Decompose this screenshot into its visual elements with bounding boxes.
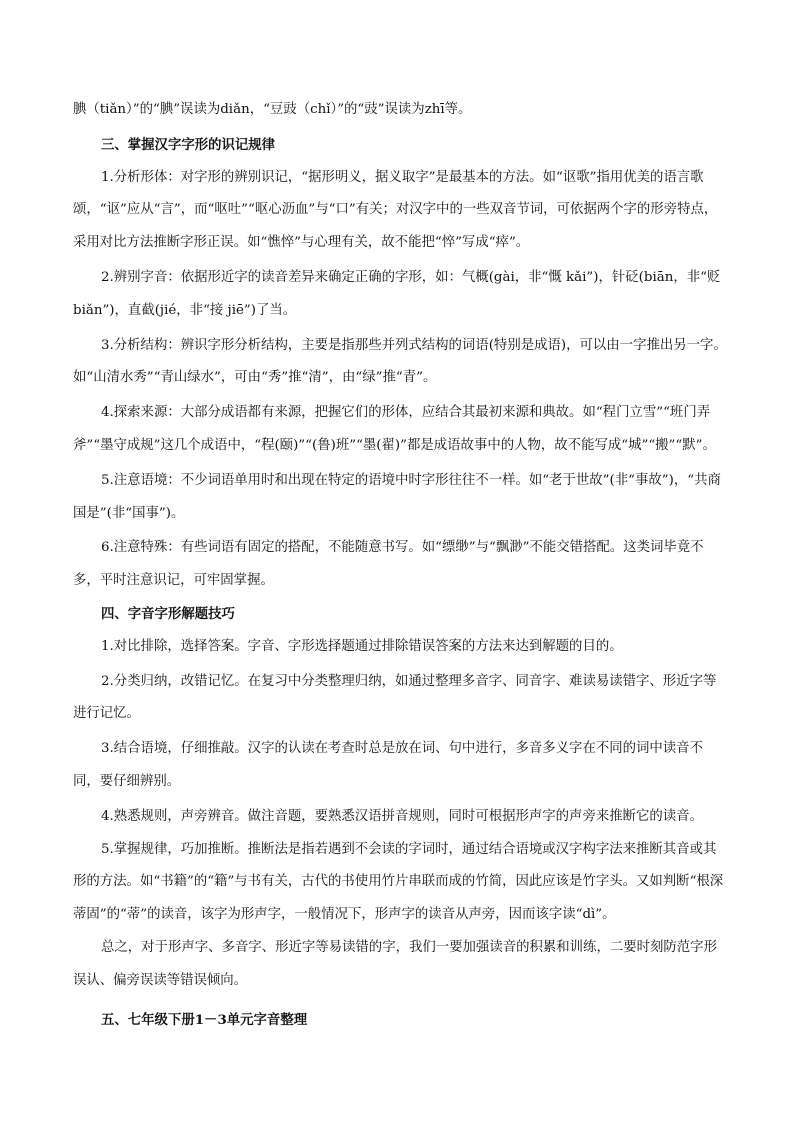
paragraph-analyze-structure: 3.分析结构：辨识字形分析结构，主要是指那些并列式结构的词语(特别是成语)，可以由一字推出另一字。如“山清水秀”“青山绿水”，可由“秀”推“清”，由“绿”推“青”。 <box>73 337 727 386</box>
document-body <box>73 94 727 1036</box>
paragraph-distinguish-sound: 2.辨别字音：依据形近字的读音差异来确定正确的字形，如：气概(gài，非“慨 kǎi”)，针砭(biān，非“贬 biǎn”)，直截(jié，非“接 jiē”)了当。 <box>73 269 721 318</box>
paragraph-analyze-shape: 1.分析形体：对字形的辨别识记，“据形明义，据义取字”是最基本的方法。如“讴歌”指用优美的语言歌颂，“讴”应从“言”，而“呕吐”“呕心沥血”与“口”有关；对汉字中的一些双音节词，可依据两个字的形旁特点，采用对比方法推断字形正误。如“憔悴”与心理有关，故不能把“悴”写成“瘁”。 <box>73 169 718 251</box>
section-heading-3: 三、掌握汉字字形的识记规律 <box>101 136 276 153</box>
section-heading-4: 四、字音字形解题技巧 <box>101 605 235 622</box>
paragraph-continuation: 腆（tiǎn）”的“腆”误读为diǎn，“豆豉（chǐ）”的“豉”误读为zhī等。 <box>73 102 472 117</box>
tip-context: 3.结合语境，仔细推敲。汉字的认读在考查时总是放在词、句中进行，多音多义字在不同的词中读音不同，要仔细辨别。 <box>73 741 703 789</box>
paragraph-special: 6.注意特殊：有些词语有固定的搭配，不能随意书写。如“缥缈”与“飘渺”不能交错搭配。这类词毕竟不多，平时注意识记，可牢固掌握。 <box>73 540 704 589</box>
tip-inference: 5.掌握规律，巧加推断。推断法是指若遇到不会读的字词时，通过结合语境或汉字构字法来推断其音或其形的方法。如“书籍”的“籍”与书有关，古代的书使用竹片串联而成的竹简，因此应该是竹字头。又如判断“根深蒂固”的“蒂”的读音，该字为形声字，一般情况下，形声字的读音从声旁，因而该字读“dì”。 <box>73 841 724 923</box>
paragraph-context: 5.注意语境：不少词语单用时和出现在特定的语境中时字形往往不一样。如“老于世故”(非“事故”)，“共商国是”(非“国事”)。 <box>73 472 721 521</box>
tip-rules: 4.熟悉规则，声旁辨音。做注音题，要熟悉汉语拼音规则，同时可根据形声字的声旁来推断它的读音。 <box>101 808 703 824</box>
tip-classify-induce: 2.分类归纳，改错记忆。在复习中分类整理归纳，如通过整理多音字、同音字、难读易读错字、形近字等进行记忆。 <box>73 673 717 722</box>
section-heading-5: 五、七年级下册1－3单元字音整理 <box>101 1011 308 1028</box>
summary-paragraph: 总之，对于形声字、多音字、形近字等易读错的字，我们一要加强读音的积累和训练，二要时刻防范字形误认、偏旁误读等错误倾向。 <box>73 939 717 988</box>
tip-compare-exclude: 1.对比排除，选择答案。字音、字形选择题通过排除错误答案的方法来达到解题的目的。 <box>101 638 623 654</box>
paragraph-explore-origin: 4.探索来源：大部分成语都有来源，把握它们的形体，应结合其最初来源和典故。如“程门立雪”“班门弄斧”“墨守成规”这几个成语中，“程(颐)”“(鲁)班”“墨(翟)”都是成语故事中的人物，故不能写成“城”“搬”“默”。 <box>73 405 716 453</box>
